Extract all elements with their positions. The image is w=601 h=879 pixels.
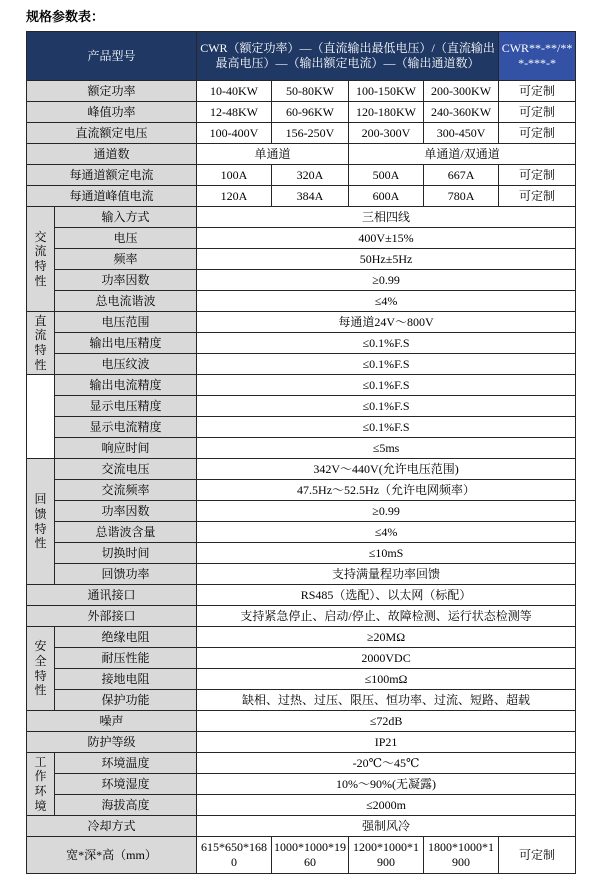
spec-value-cell: 240-360KW [424,102,499,123]
spec-value-cell: 100-150KW [349,81,424,102]
spec-row-label: 冷却方式 [27,816,197,837]
spec-value-cell: 120-180KW [349,102,424,123]
spec-value-cell: 1000*1000*1960 [272,837,349,874]
spec-value-cell: ≤72dB [197,711,576,732]
spec-value-cell: 400V±15% [197,228,576,249]
spec-value-cell: 60-96KW [272,102,349,123]
spec-value-cell: 每通道24V～800V [197,312,576,333]
table-row [27,480,576,501]
spec-value-cell: 支持满量程功率回馈 [197,564,576,585]
spec-value-cell: 可定制 [499,186,576,207]
spec-value-cell: 780A [424,186,499,207]
spec-row-label: 绝缘电阻 [55,627,197,648]
table-row [27,564,576,585]
spec-value-cell: ≤4% [197,522,576,543]
spec-value-cell: 320A [272,165,349,186]
table-row [27,291,576,312]
table-row [27,732,576,753]
table-row [27,207,576,228]
section-group-label: 安全特性 [27,627,55,711]
section-group-label-empty [27,375,55,459]
table-row [27,459,576,480]
spec-row-label: 总电流谐波 [55,291,197,312]
spec-value-cell: ≤100mΩ [197,669,576,690]
spec-value-cell: RS485（选配）、以太网（标配） [197,585,576,606]
spec-value-cell: 单通道 [197,144,349,165]
table-row [27,627,576,648]
spec-value-cell: ≥0.99 [197,501,576,522]
table-row [27,837,576,874]
table-row [27,270,576,291]
table-row [27,774,576,795]
spec-row-label: 保护功能 [55,690,197,711]
spec-value-cell: 1800*1000*1900 [424,837,499,874]
spec-value-cell: 可定制 [499,102,576,123]
spec-row-label: 电压范围 [55,312,197,333]
spec-value-cell: ≤0.1%F.S [197,396,576,417]
spec-value-cell: 300-450V [424,123,499,144]
spec-row-label: 接地电阻 [55,669,197,690]
table-row [27,606,576,627]
spec-value-cell: 50-80KW [272,81,349,102]
spec-row-label: 回馈功率 [55,564,197,585]
spec-value-cell: ≤5ms [197,438,576,459]
spec-row-label: 直流额定电压 [27,123,197,144]
spec-row-label: 交流频率 [55,480,197,501]
spec-value-cell: 2000VDC [197,648,576,669]
header-naming-rule: CWR（额定功率）—（直流输出最低电压）/（直流输出最高电压）—（输出额定电流）—（输出通道数） [197,32,499,81]
table-row [27,165,576,186]
header-row [27,32,576,81]
spec-row-label: 切换时间 [55,543,197,564]
spec-value-cell: 47.5Hz～52.5Hz（允许电网频率） [197,480,576,501]
spec-value-cell: 支持紧急停止、启动/停止、故障检测、运行状态检测等 [197,606,576,627]
spec-value-cell: 可定制 [499,81,576,102]
table-row [27,522,576,543]
spec-row-label: 输出电压精度 [55,333,197,354]
table-row [27,144,576,165]
spec-row-label: 通道数 [27,144,197,165]
table-row [27,417,576,438]
table-row [27,795,576,816]
spec-value-cell: ≤10mS [197,543,576,564]
spec-value-cell: 200-300KW [424,81,499,102]
spec-value-cell: -20℃～45℃ [197,753,576,774]
page-title: 规格参数表： [26,9,105,24]
table-row [27,333,576,354]
spec-value-cell: 三相四线 [197,207,576,228]
table-row [27,81,576,102]
section-group-label: 交流特性 [27,207,55,312]
spec-value-cell: 600A [349,186,424,207]
spec-value-cell: 缺相、过热、过压、限压、恒功率、过流、短路、超载 [197,690,576,711]
spec-value-cell: ≥0.99 [197,270,576,291]
spec-row-label: 交流电压 [55,459,197,480]
spec-value-cell: 342V～440V(允许电压范围) [197,459,576,480]
spec-value-cell: 156-250V [272,123,349,144]
table-row [27,438,576,459]
spec-row-label: 每通道峰值电流 [27,186,197,207]
spec-value-cell: ≤0.1%F.S [197,354,576,375]
table-row [27,312,576,333]
spec-row-label: 耐压性能 [55,648,197,669]
spec-value-cell: 可定制 [499,165,576,186]
spec-value-cell: 384A [272,186,349,207]
spec-value-cell: 500A [349,165,424,186]
spec-table [26,31,576,874]
spec-row-label: 通讯接口 [27,585,197,606]
table-row [27,543,576,564]
spec-row-label: 显示电压精度 [55,396,197,417]
table-row [27,249,576,270]
spec-row-label: 响应时间 [55,438,197,459]
table-row [27,186,576,207]
spec-value-cell: 200-300V [349,123,424,144]
spec-value-cell: ≤0.1%F.S [197,333,576,354]
spec-row-label: 峰值功率 [27,102,197,123]
spec-value-cell: 12-48KW [197,102,272,123]
spec-row-label: 输出电流精度 [55,375,197,396]
spec-row-label: 显示电流精度 [55,417,197,438]
table-row [27,354,576,375]
table-row [27,690,576,711]
spec-row-label: 噪声 [27,711,197,732]
table-row [27,669,576,690]
section-group-label: 回馈特性 [27,459,55,585]
spec-value-cell: 10%～90%(无凝露) [197,774,576,795]
section-group-label: 工作环境 [27,753,55,816]
spec-row-label: 海拔高度 [55,795,197,816]
spec-row-label: 环境湿度 [55,774,197,795]
spec-row-label: 输入方式 [55,207,197,228]
spec-row-label: 电压 [55,228,197,249]
spec-value-cell: 100A [197,165,272,186]
table-row [27,228,576,249]
spec-row-label: 宽*深*高（mm） [27,837,197,874]
header-custom-model: CWR**-**/***-***-* [499,32,576,81]
spec-value-cell: 100-400V [197,123,272,144]
spec-value-cell: IP21 [197,732,576,753]
section-group-label: 直流特性 [27,312,55,375]
spec-row-label: 频率 [55,249,197,270]
table-row [27,123,576,144]
spec-row-label: 额定功率 [27,81,197,102]
spec-row-label: 防护等级 [27,732,197,753]
spec-value-cell: ≥20MΩ [197,627,576,648]
table-row [27,396,576,417]
spec-value-cell: 可定制 [499,123,576,144]
spec-row-label: 功率因数 [55,501,197,522]
spec-value-cell: 615*650*1680 [197,837,272,874]
header-product-model: 产品型号 [27,32,197,81]
spec-value-cell: 单通道/双通道 [349,144,576,165]
spec-row-label: 每通道额定电流 [27,165,197,186]
table-row [27,585,576,606]
spec-row-label: 外部接口 [27,606,197,627]
spec-value-cell: 50Hz±5Hz [197,249,576,270]
spec-value-cell: 1200*1000*1900 [349,837,424,874]
spec-value-cell: 强制风冷 [197,816,576,837]
spec-row-label: 电压纹波 [55,354,197,375]
spec-value-cell: ≤4% [197,291,576,312]
spec-value-cell: ≤0.1%F.S [197,417,576,438]
spec-row-label: 环境温度 [55,753,197,774]
table-row [27,501,576,522]
table-row [27,816,576,837]
spec-row-label: 总谐波含量 [55,522,197,543]
spec-row-label: 功率因数 [55,270,197,291]
table-row [27,711,576,732]
spec-value-cell: ≤0.1%F.S [197,375,576,396]
spec-value-cell: 10-40KW [197,81,272,102]
spec-value-cell: 120A [197,186,272,207]
spec-value-cell: 667A [424,165,499,186]
table-row [27,102,576,123]
spec-value-cell: ≤2000m [197,795,576,816]
spec-table-body [27,81,576,874]
table-row [27,375,576,396]
table-row [27,753,576,774]
spec-value-cell: 可定制 [499,837,576,874]
table-row [27,648,576,669]
